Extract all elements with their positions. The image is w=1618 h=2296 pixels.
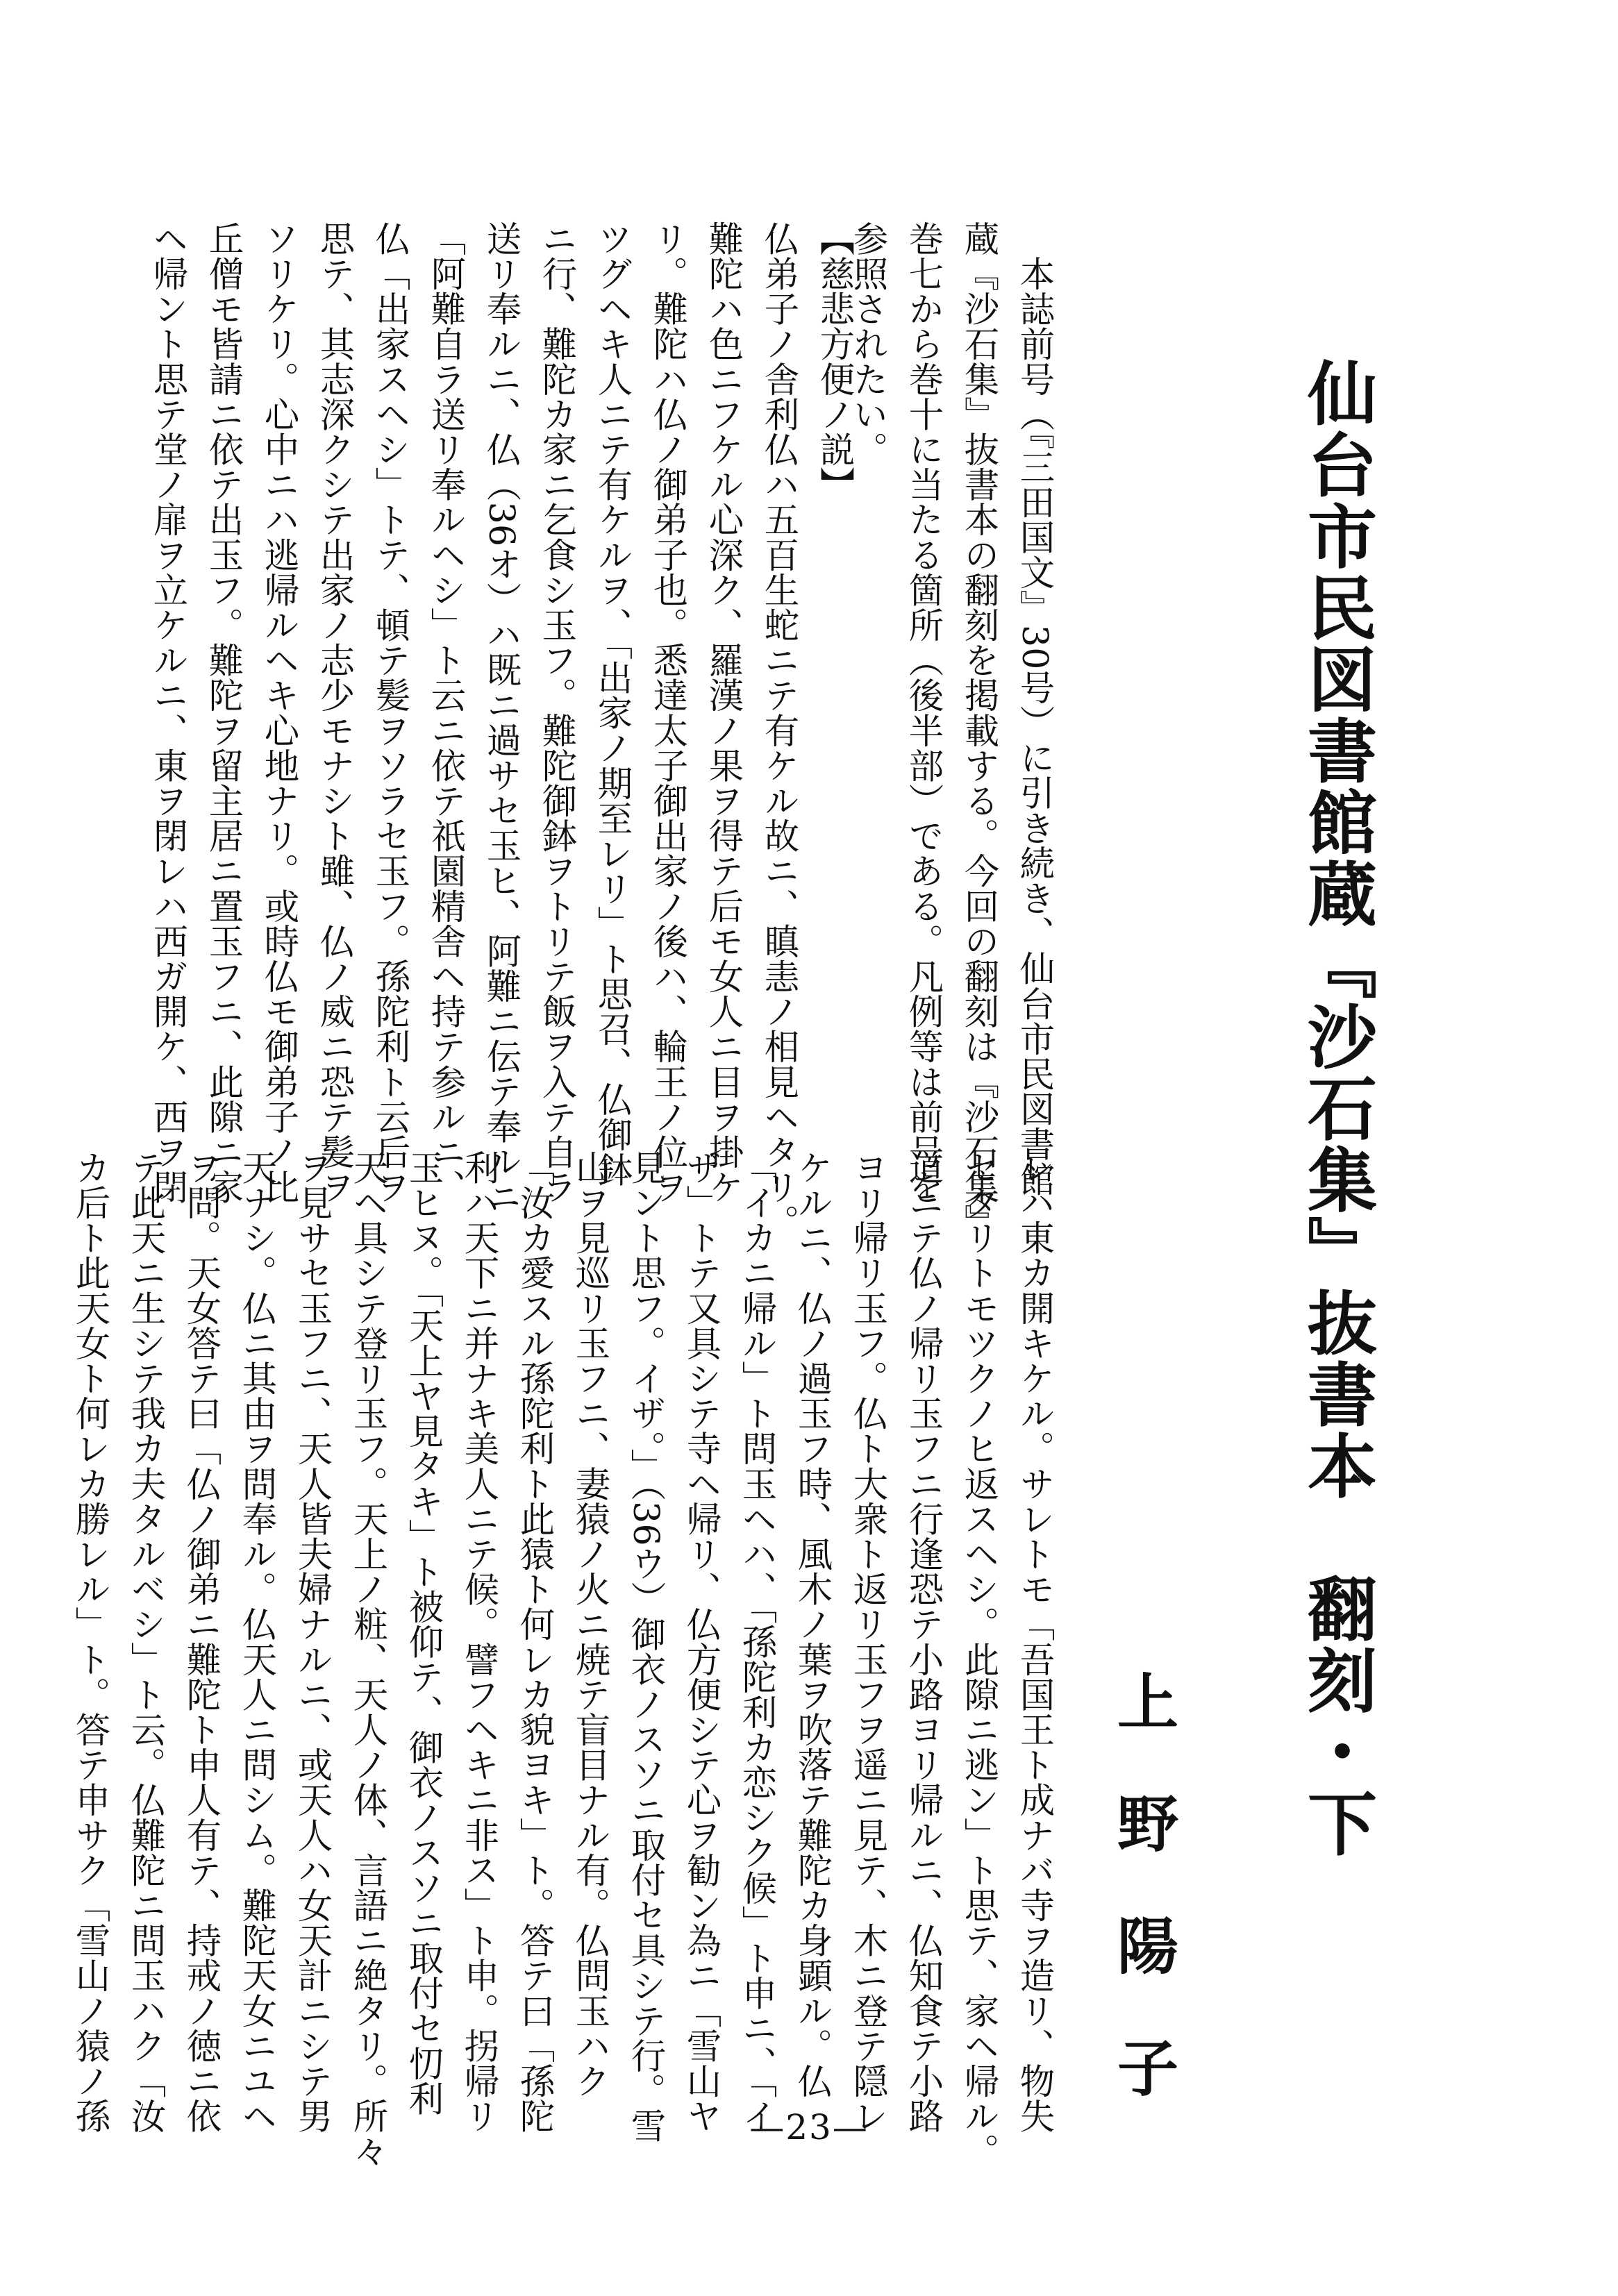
text-line: 思テ、其志深クシテ出家ノ志少モナシト雖、仏ノ威ニ恐テ髪ヲ <box>315 221 356 1205</box>
text-line: 見ント思フ。イザ。」（36ウ）御衣ノスソニ取付セ具シテ行。雪 <box>626 1150 667 2143</box>
text-line: ザ」トテ又具シテ寺ヘ帰リ、仏方便シテ心ヲ勧ン為ニ「雪山ヤ <box>681 1150 722 2134</box>
text-line: 天ヘ具シテ登リ玉フ。天上ノ粧、天人ノ体、言語ニ絶タリ。所々 <box>348 1150 389 2169</box>
text-line: 「阿難自ラ送リ奉ルヘシ」ト云ニ依テ祇園精舎ヘ持テ参ルニ、 <box>426 221 467 1205</box>
text-line: 道ニテ仏ノ帰リ玉フニ行逢恐テ小路ヨリ帰ルニ、仏知食テ小路 <box>903 1150 944 2134</box>
intro-line: 本誌前号（『三田国文』30号）に引き続き、仙台市民図書館 <box>1015 221 1056 1197</box>
text-line: 仏「出家スヘシ」トテ、頓テ髪ヲソラセ玉フ。孫陀利ト云后ヲ <box>370 221 411 1205</box>
page-title: 仙台市民図書館蔵『沙石集』抜書本 翻刻・下 <box>1296 358 1378 1859</box>
text-line: 「汝カ愛スル孫陀利ト此猿ト何レカ貌ヨキ」ト。答テ曰「孫陀 <box>515 1150 556 2134</box>
intro-line: 参照されたい。 <box>848 221 889 467</box>
text-line: カ后ト此天女ト何レカ勝レル」ト。答テ申サク「雪山ノ猿ノ孫 <box>70 1150 111 2134</box>
text-line: ヲ問。天女答テ曰「仏ノ御弟ニ難陀ト申人有テ、持戒ノ徳ニ依 <box>181 1150 222 2134</box>
section-heading: 【慈悲方便ノ説】 <box>815 221 856 502</box>
intro-line: 蔵『沙石集』抜書本の翻刻を掲載する。今回の翻刻は『沙石集』 <box>959 221 1000 1240</box>
intro-line: 巻七から巻十に当たる箇所（後半部）である。凡例等は前号を <box>903 221 944 1205</box>
text-line: 送リ奉ルニ、仏（36オ）ハ既ニ過サセ玉ヒ、阿難ニ伝テ奉ルニ <box>481 221 522 1214</box>
text-line: ヲ見サセ玉フニ、天人皆夫婦ナルニ、或天人ハ女天計ニシテ男 <box>292 1150 333 2134</box>
author-name: 上 野 陽 子 <box>1108 1670 1180 2097</box>
text-line: ニ行、難陀カ家ニ乞食シ玉フ。難陀御鉢ヲトリテ飯ヲ入テ自ラ <box>537 221 578 1205</box>
text-line: 「イカニ帰ル」ト問玉ヘハ、「孫陀利カ恋シク候」ト申ニ、「イ <box>737 1150 778 2134</box>
text-line: ソリケリ。心中ニハ逃帰ルヘキ心地ナリ。或時仏モ御弟子ノ比 <box>259 221 300 1205</box>
text-line: リ。難陀ハ仏ノ御弟子也。悉達太子御出家ノ後ハ、輪王ノ位ヲ <box>648 221 689 1205</box>
text-line: ヨリ帰リ玉フ。仏ト大衆ト返リ玉フヲ遥ニ見テ、木ニ登テ隠レ <box>848 1150 889 2134</box>
text-line: 山ヲ見巡リ玉フニ、妻猿ノ火ニ焼テ盲目ナル有。仏問玉ハク <box>570 1150 611 2099</box>
text-line: レハ東カ開キケル。サレトモ「吾国王ト成ナバ寺ヲ造リ、物失 <box>1015 1150 1056 2134</box>
text-line: セタリトモツクノヒ返スヘシ。此隙ニ逃ン」ト思テ、家ヘ帰ル。 <box>959 1150 1000 2169</box>
text-line: 天ナシ。仏ニ其由ヲ問奉ル。仏天人ニ問シム。難陀天女ニユヘ <box>237 1150 278 2134</box>
text-line: 難陀ハ色ニフケル心深ク、羅漢ノ果ヲ得テ后モ女人ニ目ヲ掛ケ <box>703 221 744 1205</box>
page-number: —23— <box>749 2107 869 2147</box>
text-line: 利ハ天下ニ并ナキ美人ニテ候。譬フヘキニ非ス」ト申。拐帰リ <box>459 1150 500 2134</box>
text-line: ツグヘキ人ニテ有ケルヲ、「出家ノ期至レリ」ト思召、仏御鉢 <box>592 221 633 1187</box>
text-line: 丘僧モ皆請ニ依テ出玉フ。難陀ヲ留主居ニ置玉フニ、此隙ニ家 <box>203 221 244 1205</box>
text-line: 仏弟子ノ舎利仏ハ五百生蛇ニテ有ケル故ニ、瞋恚ノ相見ヘタリ。 <box>759 221 800 1240</box>
text-line: ケルニ、仏ノ過玉フ時、風木ノ葉ヲ吹落テ難陀カ身顕ル。仏 <box>792 1150 833 2099</box>
transcription-upper-section <box>140 221 862 1240</box>
text-line: ヘ帰ント思テ堂ノ扉ヲ立ケルニ、東ヲ閉レハ西ガ開ケ、西ヲ閉 <box>148 221 189 1205</box>
text-line: 玉ヒヌ。「天上ヤ見タキ」ト被仰テ、御衣ノスソニ取付セ忉利 <box>403 1150 444 2116</box>
text-line: テ此天ニ生シテ我カ夫タルベシ」ト云。仏難陀ニ問玉ハク「汝 <box>126 1150 167 2134</box>
intro-paragraph <box>840 221 1062 1240</box>
